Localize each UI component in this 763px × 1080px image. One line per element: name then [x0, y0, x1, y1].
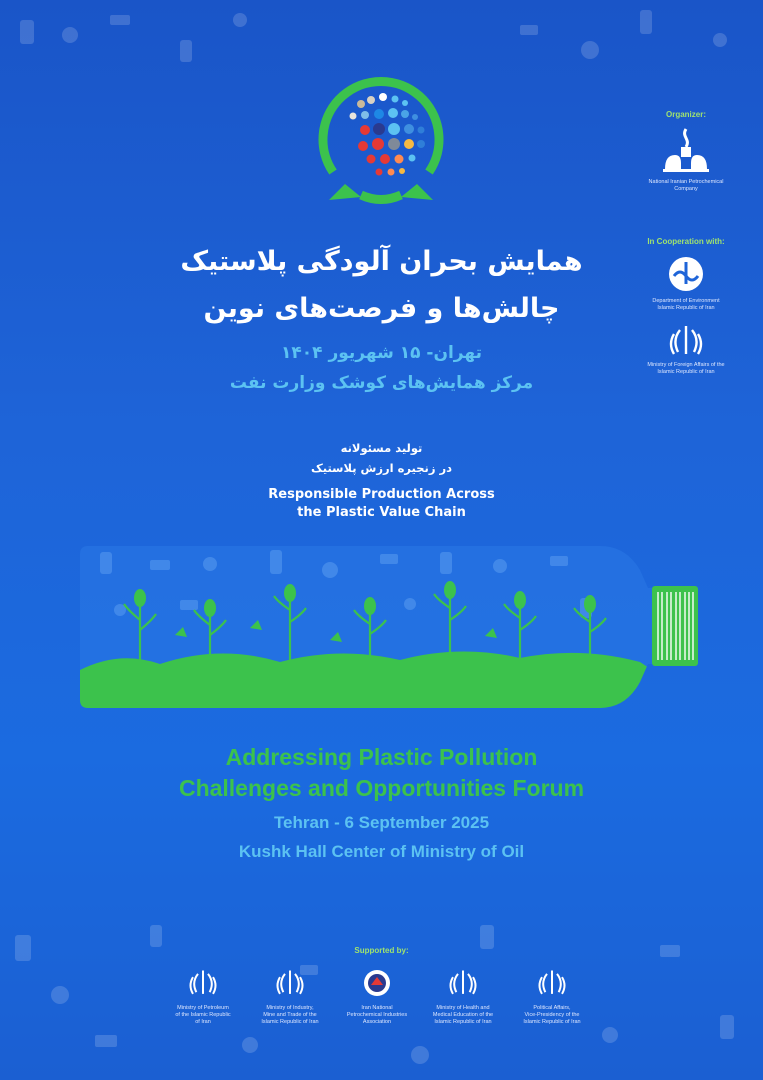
theme-fa-line2: در زنجیره ارزش پلاستیک: [311, 461, 452, 475]
sponsor-2: [245, 968, 335, 1026]
theme-en: [0, 486, 763, 522]
forum-title-en: [0, 742, 763, 804]
organizer-block: [631, 110, 741, 193]
sponsor-3-caption: Iran National Petrochemical Industries Association: [346, 1005, 408, 1025]
cooperation-heading: In Cooperation with:: [647, 237, 725, 246]
iran-emblem-icon: [537, 968, 567, 998]
iran-emblem-icon: [448, 968, 478, 998]
sponsor-3: [332, 968, 422, 1026]
organizer-name-line2: Company: [674, 186, 698, 192]
iran-emblem-icon: [188, 968, 218, 998]
title-fa-line1: همایش بحران آلودگی پلاستیک: [180, 246, 583, 277]
date-en: Tehran - 6 September 2025: [273, 813, 490, 832]
logo-dot-globe: [350, 93, 426, 176]
sponsor-5-caption: Political Affairs, Vice-Presidency of the Islamic Republic of Iran: [523, 1005, 581, 1025]
forum-title-en-line2: Challenges and Opportunities Forum: [178, 775, 585, 801]
venue-fa: مرکز همایش‌های کوشک وزارت نفت: [229, 373, 534, 393]
sponsor-5: [507, 968, 597, 1026]
sponsor-4: [418, 968, 508, 1026]
doe-logo-icon: [666, 254, 706, 294]
coop-org2-line1: Ministry of Foreign Affairs of the: [647, 362, 725, 368]
sponsor-4-caption: Ministry of Health and Medical Education of the Islamic Republic of Iran: [432, 1005, 494, 1025]
iran-emblem-icon: [668, 324, 704, 358]
coop-org1-line1: Department of Environment: [652, 298, 720, 304]
title-fa-line2: چالش‌ها و فرصت‌های نوین: [203, 293, 560, 324]
venue-en: Kushk Hall Center of Ministry of Oil: [238, 842, 525, 861]
bottle-cap: [652, 586, 698, 666]
coop-org1-line2: Islamic Republic of Iran: [657, 305, 715, 311]
theme-en-line1: Responsible Production Across: [268, 487, 495, 502]
theme-fa-line1: تولید مسئولانه: [340, 441, 423, 455]
nipc-logo-icon: [659, 125, 713, 175]
supported-heading: Supported by:: [354, 946, 409, 955]
plastic-bottle-illustration: [80, 540, 702, 712]
forum-title-en-line1: Addressing Plastic Pollution: [225, 744, 538, 770]
organizer-heading: Organizer:: [665, 110, 706, 119]
sponsor-2-caption: Ministry of Industry, Mine and Trade of the Islamic Republic of Iran: [261, 1005, 319, 1025]
forum-logo: [305, 72, 457, 207]
association-seal-icon: [362, 968, 392, 998]
date-fa: تهران- ۱۵ شهریور ۱۴۰۴: [281, 343, 482, 363]
theme-en-line2: the Plastic Value Chain: [297, 505, 466, 520]
organizer-name-line1: National Iranian Petrochemical: [648, 179, 724, 185]
iran-emblem-icon: [275, 968, 305, 998]
coop-org2-line2: Islamic Republic of Iran: [657, 369, 715, 375]
sponsor-1: [158, 968, 248, 1026]
cooperation-block: [631, 237, 741, 376]
sponsor-1-caption: Ministry of Petroleum of the Islamic Republic of Iran: [175, 1005, 231, 1025]
